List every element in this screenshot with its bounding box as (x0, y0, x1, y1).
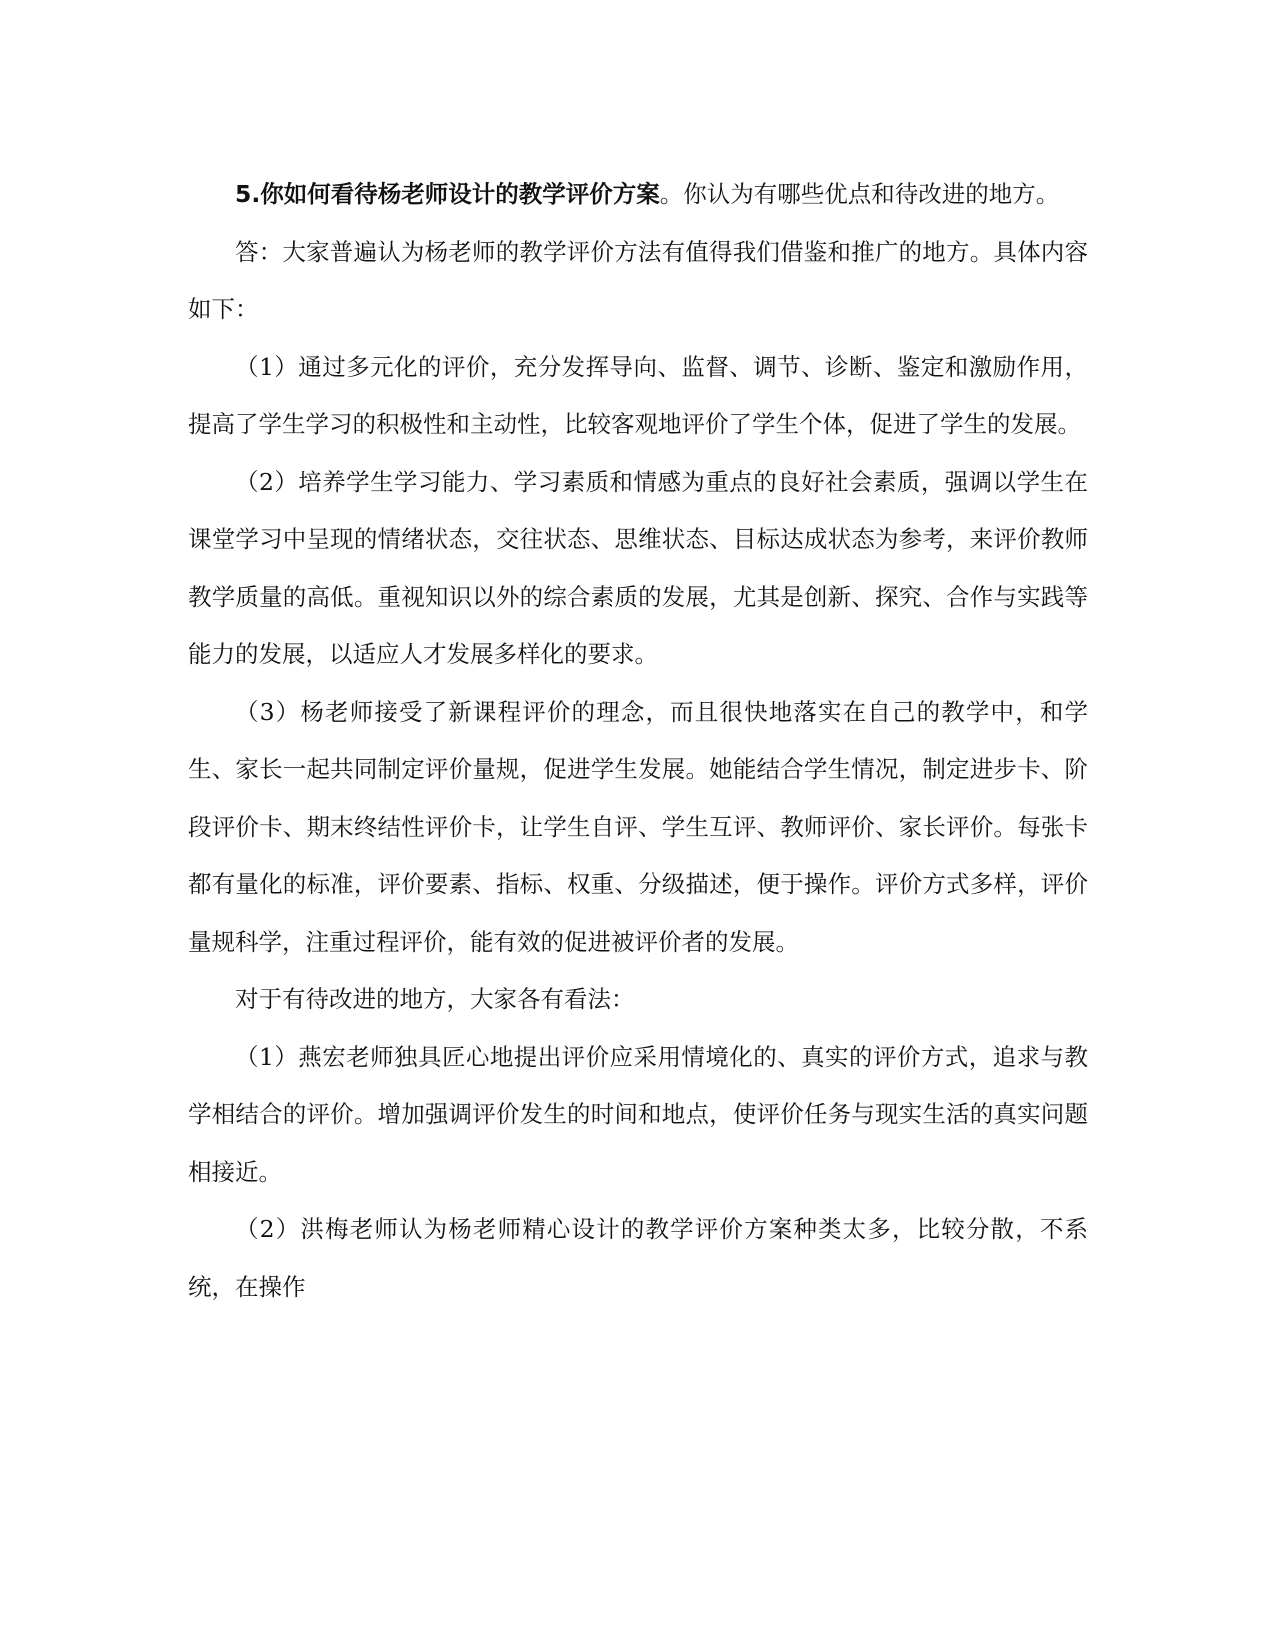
question-heading: 5.你如何看待杨老师设计的教学评价方案 (235, 180, 660, 208)
document-body (188, 166, 1088, 1316)
improvement-intro: 对于有待改进的地方，大家各有看法： (235, 985, 635, 1013)
improvement-item-1: （1）燕宏老师独具匠心地提出评价应采用情境化的、真实的评价方式，追求与教学相结合的评价。增加强调评价发生的时间和地点，使评价任务与现实生活的真实问题相接近。 (188, 1042, 1088, 1186)
question-paragraph (188, 166, 1088, 224)
merit-item-1: （1）通过多元化的评价，充分发挥导向、监督、调节、诊断、鉴定和激励作用，提高了学生学习的积极性和主动性，比较客观地评价了学生个体，促进了学生的发展。 (188, 352, 1088, 438)
merit-item-3: （3）杨老师接受了新课程评价的理念，而且很快地落实在自己的教学中，和学生、家长一起共同制定评价量规，促进学生发展。她能结合学生情况，制定进步卡、阶段评价卡、期末终结性评价卡，让学生自评、学生互评、教师评价、家长评价。每张卡都有量化的标准，评价要素、指标、权重、分级描述，便于操作。评价方式多样，评价量规科学，注重过程评价，能有效的促进被评价者的发展。 (188, 697, 1088, 956)
question-rest: 。你认为有哪些优点和待改进的地方。 (659, 180, 1060, 208)
improvement-item-2: （2）洪梅老师认为杨老师精心设计的教学评价方案种类太多，比较分散，不系统，在操作 (188, 1215, 1088, 1301)
merit-item-2: （2）培养学生学习能力、学习素质和情感为重点的良好社会素质，强调以学生在课堂学习中呈现的情绪状态，交往状态、思维状态、目标达成状态为参考，来评价教师教学质量的高低。重视知识以外的综合素质的发展，尤其是创新、探究、合作与实践等能力的发展，以适应人才发展多样化的要求。 (188, 467, 1088, 668)
answer-intro: 答：大家普遍认为杨老师的教学评价方法有值得我们借鉴和推广的地方。具体内容如下： (188, 237, 1088, 323)
